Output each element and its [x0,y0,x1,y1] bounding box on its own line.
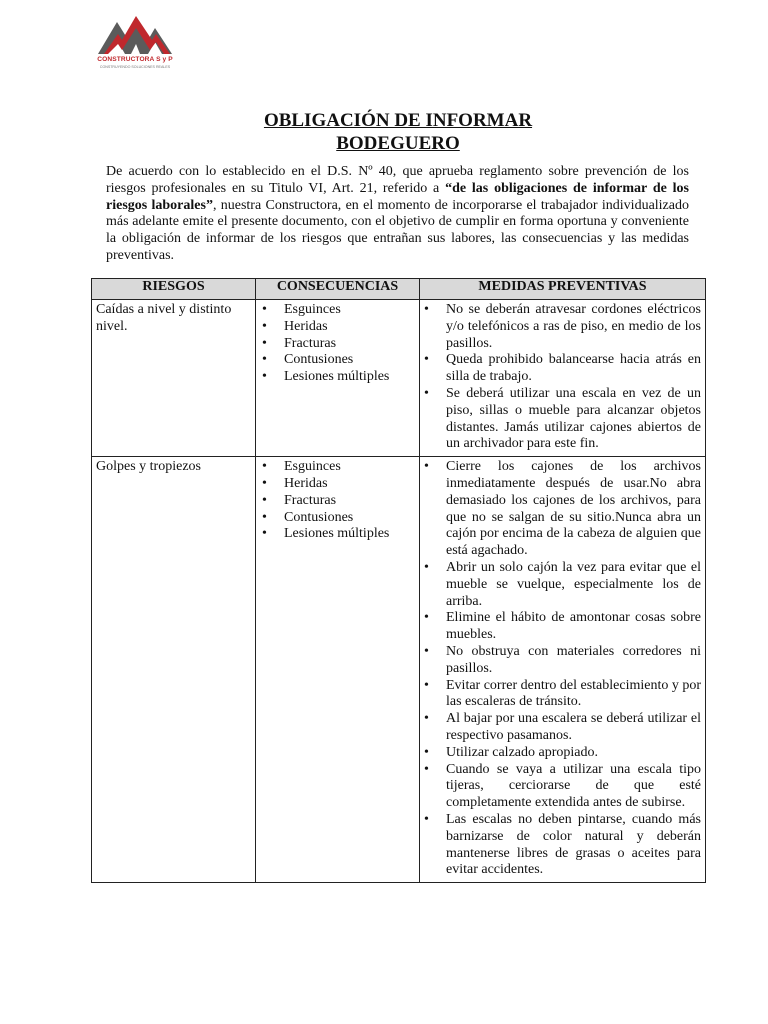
list-item: • Se deberá utilizar una escala en vez de un piso, sillas o mueble para alcanzar objetos distantes. Jamás utilizar cajones abiertos de un archivador para este fin. [424,386,701,453]
list-item: • Las escalas no deben pintarse, cuando más barnizarse de color natural y deberán mantenerse libres de grasas o aceites para evitar accidentes. [424,812,701,879]
medidas-list [424,302,701,453]
list-item: • No obstruya con materiales corredores ni pasillos. [424,644,701,678]
table-row [92,457,706,883]
list-item: • Abrir un solo cajón la vez para evitar que el mueble se vuelque, especialmente los de arriba. [424,560,701,610]
list-item: • Lesiones múltiples [260,369,415,386]
logo-tagline: CONSTRUYENDO SOLUCIONES REALES [99,65,171,69]
intro-text-before: De acuerdo con lo establecido en el D.S. Nº 40, que aprueba reglamento sobre prevención de los riesgos profesionales en su Titulo VI, Art. 21, referido a [106,164,689,196]
list-item: • Fracturas [260,493,415,510]
logo-company-name: CONSTRUCTORA S y P [97,56,173,63]
header-riesgos: RIESGOS [92,279,256,300]
intro-text-bold: “de las obligaciones de informar de los riesgos laborales” [106,180,689,213]
list-item: • Lesiones múltiples [260,526,415,543]
list-item: • Queda prohibido balancearse hacia atrás en silla de trabajo. [424,352,701,386]
logo-house-mark [96,14,174,58]
risk-table [91,278,706,883]
header-consecuencias: CONSECUENCIAS [256,279,420,300]
document-subtitle: BODEGUERO [336,133,460,154]
intro-text-after: , nuestra Constructora, en el momento de incorporarse el trabajador individualizado más adelante emite el presente documento, con el objetivo de cumplir en forma oportuna y conveniente la obligación de informar de los riesgos que entrañan sus labores, las consecuencias y las medidas preventivas. [106,197,689,263]
list-item: • Contusiones [260,510,415,527]
medidas-list [424,459,701,879]
list-item: • Al bajar por una escalera se deberá utilizar el respectivo pasamanos. [424,711,701,745]
list-item: • Contusiones [260,352,415,369]
table-row [92,300,706,457]
medidas-cell [420,300,706,457]
list-item: • Evitar correr dentro del establecimiento y por las escaleras de tránsito. [424,678,701,712]
riesgo-cell: Golpes y tropiezos [92,457,256,883]
list-item: • No se deberán atravesar cordones eléctricos y/o telefónicos a ras de piso, en medio de los pasillos. [424,302,701,352]
list-item: • Heridas [260,319,415,336]
intro-paragraph [106,164,689,265]
list-item: • Elimine el hábito de amontonar cosas sobre muebles. [424,610,701,644]
company-logo [96,14,174,78]
list-item: • Cierre los cajones de los archivos inmediatamente después de usar.No abra demasiado los cajones de los archivos, para que no se salgan de su sitio.Nunca abra un cajón por encima de la cabeza de alguien que está agachado. [424,459,701,560]
consecuencias-list [260,459,415,543]
list-item: • Heridas [260,476,415,493]
riesgo-cell: Caídas a nivel y distinto nivel. [92,300,256,457]
document-title: OBLIGACIÓN DE INFORMAR [263,110,533,131]
list-item: • Fracturas [260,336,415,353]
list-item: • Cuando se vaya a utilizar una escala tipo tijeras, cerciorarse de que esté completamente extendida antes de subirse. [424,762,701,812]
header-medidas: MEDIDAS PREVENTIVAS [420,279,706,300]
medidas-cell [420,457,706,883]
list-item: • Esguinces [260,302,415,319]
consecuencias-list [260,302,415,386]
consecuencias-cell [256,300,420,457]
consecuencias-cell [256,457,420,883]
list-item: • Utilizar calzado apropiado. [424,745,701,762]
list-item: • Esguinces [260,459,415,476]
table-header-row [92,279,706,300]
